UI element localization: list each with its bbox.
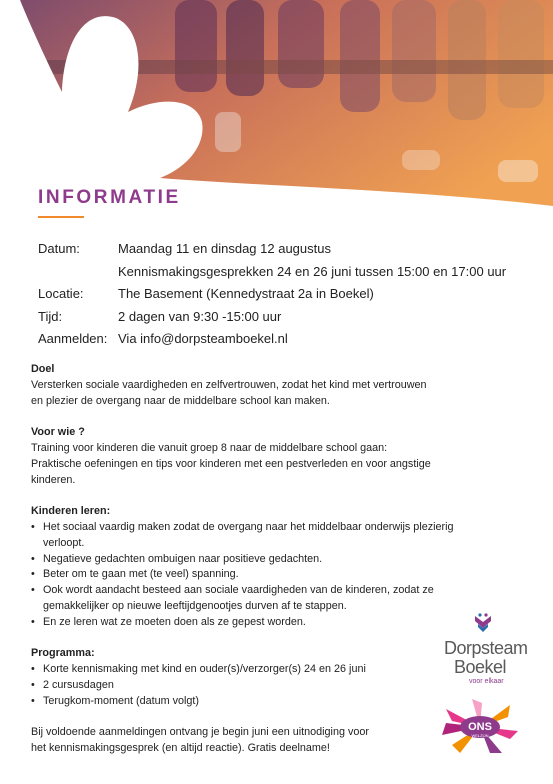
logo-welzijn-text: WELZIJN: [471, 733, 489, 738]
info-value: Maandag 11 en dinsdag 12 augustus: [118, 241, 331, 256]
section-heading-programma: Programma:: [31, 647, 95, 660]
paragraph-line: Versterken sociale vaardigheden en zelfvertrouwen, zodat het kind met vertrouwen: [31, 378, 427, 391]
list-item: • Beter om te gaan met (te veel) spanning.: [31, 567, 536, 583]
page-title: INFORMATIE: [38, 187, 181, 208]
list-item: • En ze leren wat ze moeten doen als ze gepest worden.: [31, 615, 536, 631]
paragraph-line: Praktische oefeningen en tips voor kinderen met een pestverleden en voor angstige: [31, 457, 431, 470]
dorpsteam-logo: [432, 612, 528, 685]
paragraph-line: kinderen.: [31, 473, 76, 486]
info-value: 2 dagen van 9:30 -15:00 uur: [118, 308, 282, 324]
info-value: Kennismakingsgesprekken 24 en 26 juni tussen 15:00 en 17:00 uur: [118, 263, 507, 279]
logo-tagline: voor elkaar: [469, 678, 504, 685]
section-heading-kinderen-leren: Kinderen leren:: [31, 505, 111, 518]
paragraph-line: Training voor kinderen die vanuit groep 8 naar de middelbare school gaan:: [31, 441, 388, 454]
section-heading-voor-wie: Voor wie ?: [31, 426, 85, 439]
heart-mark-icon: [472, 612, 494, 634]
logo-ons-text: ONS: [468, 721, 492, 733]
ons-welzijn-logo: [438, 697, 522, 757]
closing-line: het kennismakingsgesprek (en altijd reactie). Gratis deelname!: [31, 742, 330, 755]
list-item: • Korte kennismaking met kind en ouder(s)/verzorger(s) 24 en 26 juni: [31, 662, 536, 678]
list-item: • Terugkom-moment (datum volgt): [31, 694, 536, 710]
logo-text-line1: Dorpsteam: [444, 638, 528, 658]
list-item: • Ook wordt aandacht besteed aan sociale vaardigheden van de kinderen, zodat ze gemakkelijker op nieuwe leeftijdgenootjes durven af te stappen.: [31, 583, 536, 615]
info-value: The Basement (Kennedystraat 2a in Boekel): [118, 286, 374, 302]
list-item: • Het sociaal vaardig maken zodat de overgang naar het middelbaar onderwijs plezierig verloopt.: [31, 520, 536, 552]
info-label: Locatie:: [38, 286, 84, 302]
info-label: Datum:: [38, 241, 80, 256]
info-label: Tijd:: [38, 308, 63, 324]
section-heading-doel: Doel: [31, 363, 55, 375]
closing-line: Bij voldoende aanmeldingen ontvang je begin juni een uitnodiging voor: [31, 726, 369, 739]
list-item: • 2 cursusdagen: [31, 678, 536, 694]
title-underline: [38, 216, 84, 218]
info-label: Aanmelden:: [38, 331, 108, 347]
info-value: Via info@dorpsteamboekel.nl: [118, 331, 288, 347]
paragraph-line: en plezier de overgang naar de middelbare school kan maken.: [31, 394, 330, 407]
list-item: • Negatieve gedachten ombuigen naar positieve gedachten.: [31, 552, 536, 568]
logo-text-line2: Boekel: [454, 657, 507, 677]
